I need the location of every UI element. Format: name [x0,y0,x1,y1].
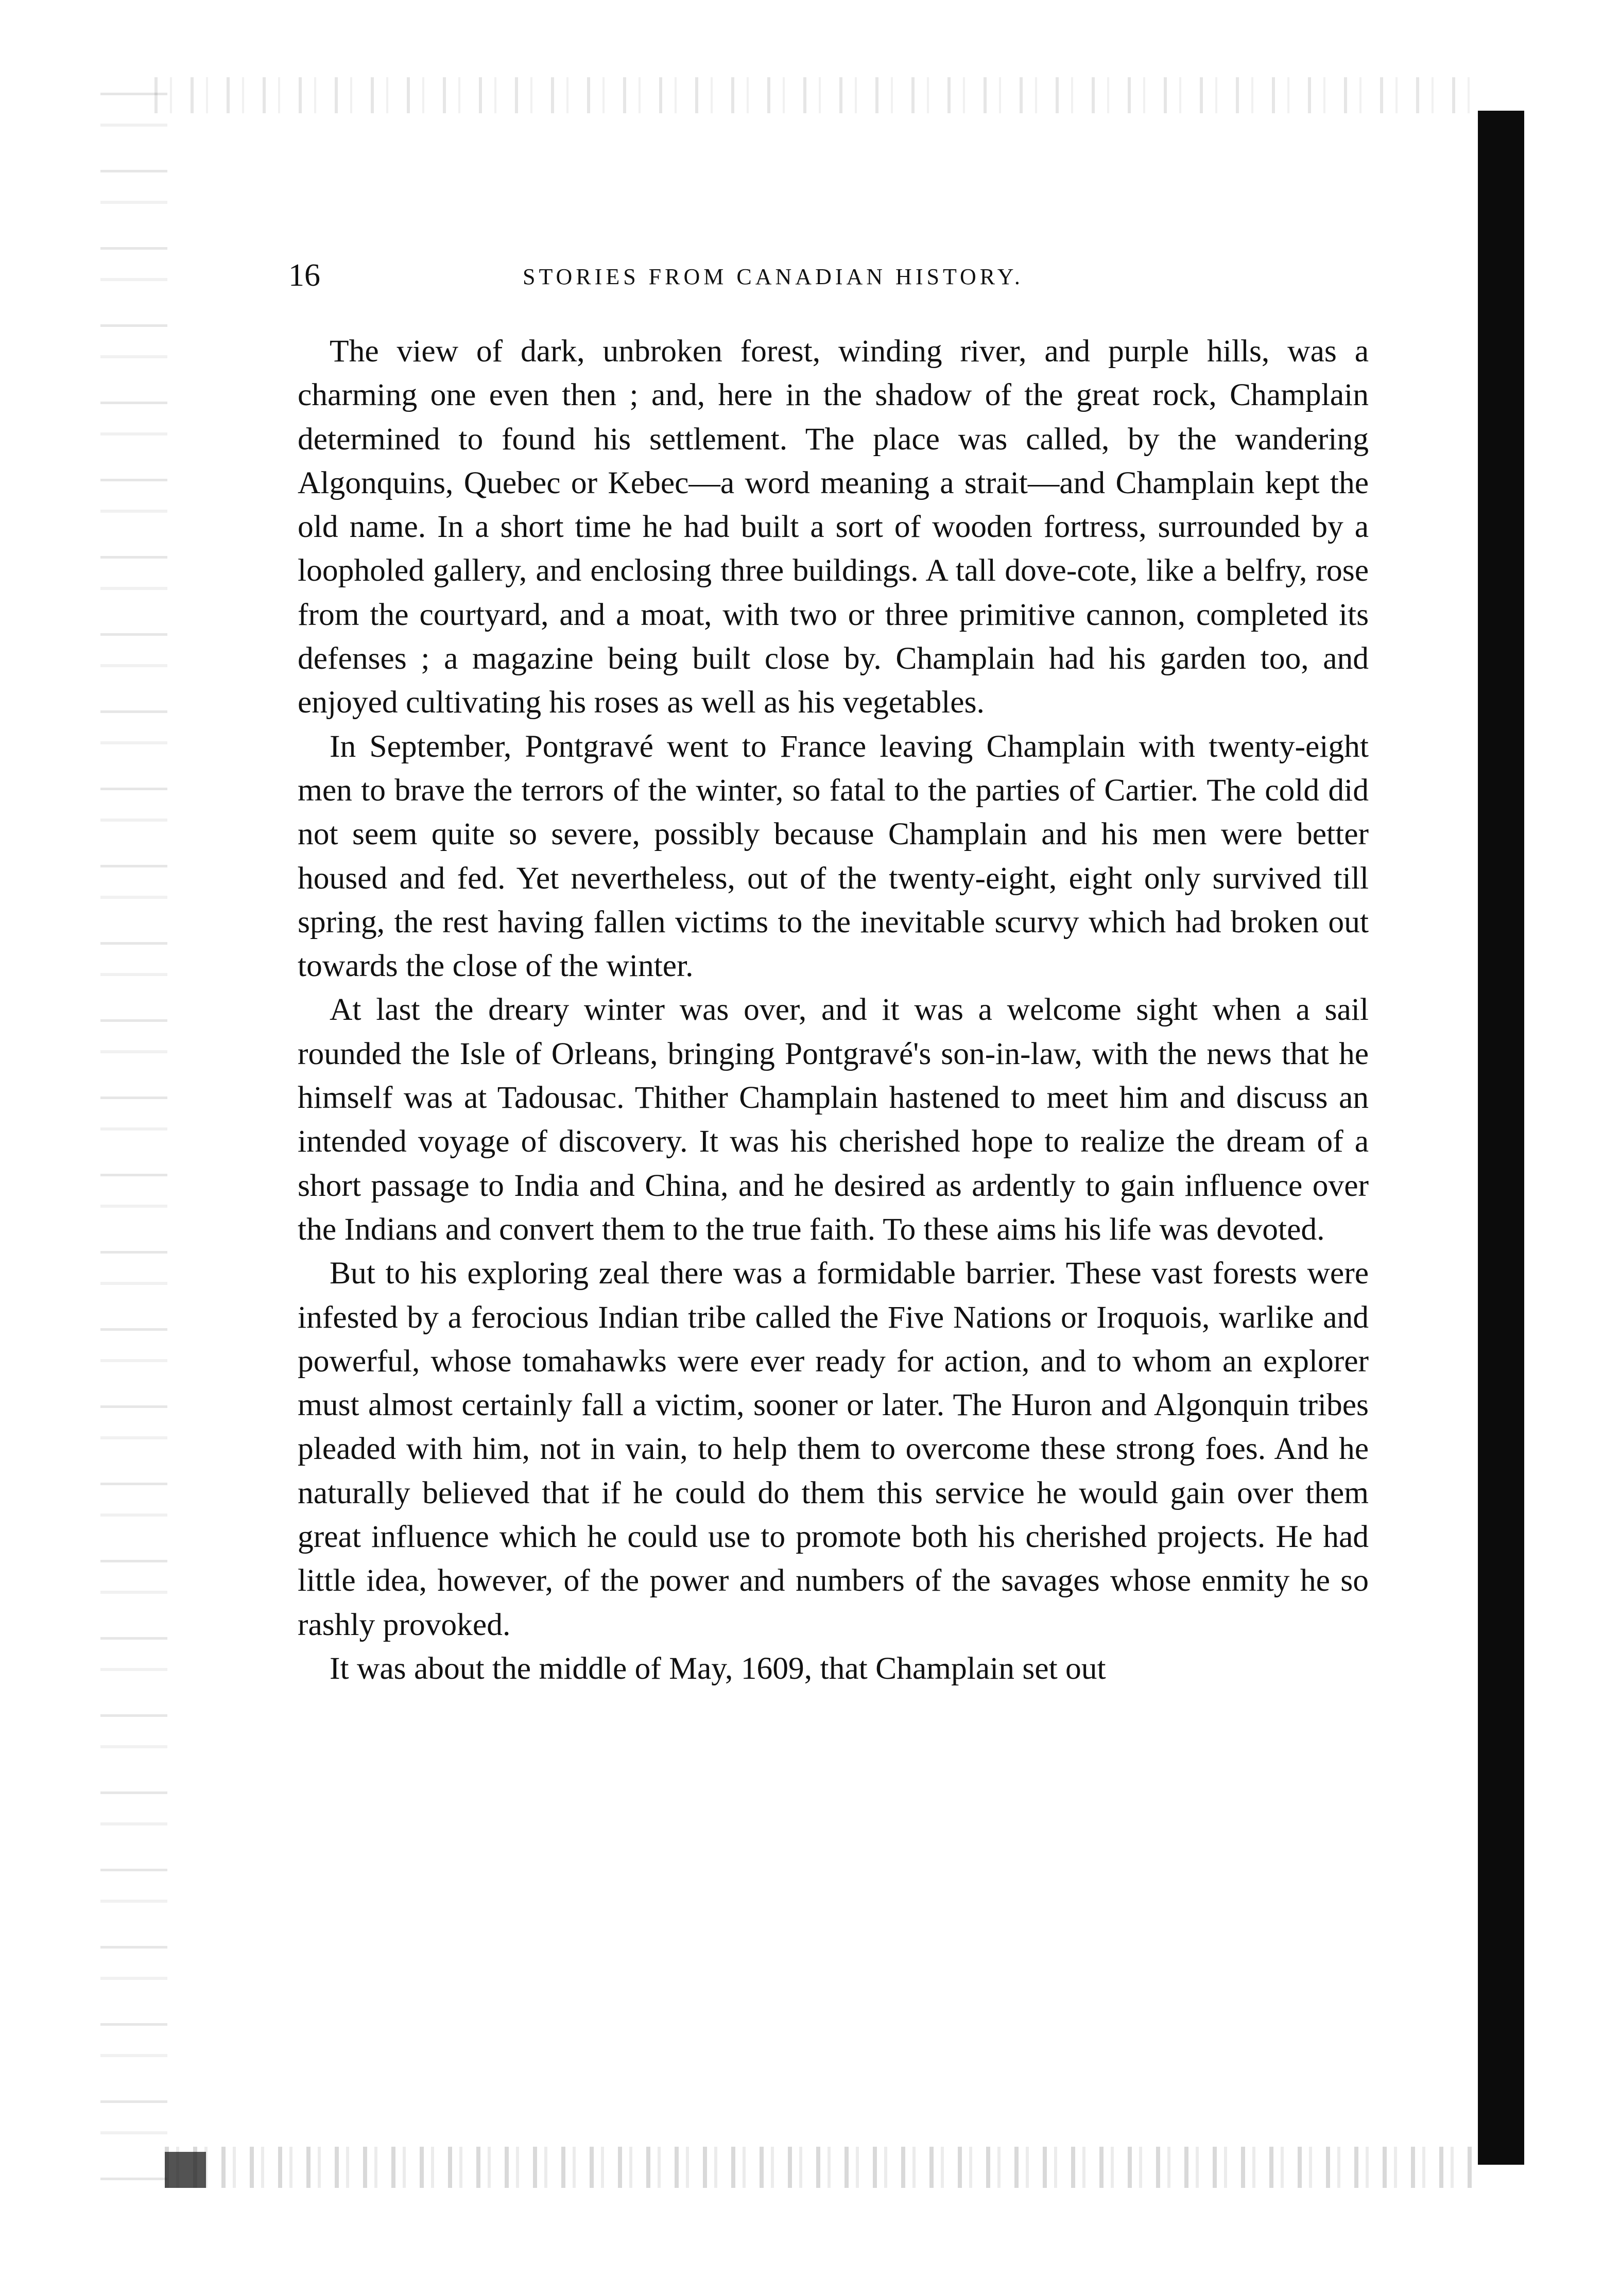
paragraph: At last the dreary winter was over, and it was a welcome sight when a sail rounded the Isle of Orleans, bringing Pontgravé's son-in-law, with the news that he himself was at Tadousac. Thither Champlain hastened to meet him and discuss an intended voyage of discovery. It was his cherished hope to realize the dream of a short passage to India and China, and he desired as ardently to gain influence over the Indians and convert them to the true faith. To these aims his life was devoted. [298,992,1369,1247]
running-head: STORIES FROM CANADIAN HISTORY. [523,264,1024,289]
scan-corner-mark [165,2152,206,2188]
scan-noise-bottom [165,2147,1478,2188]
paragraph: The view of dark, unbroken forest, winding river, and purple hills, was a charming one even then ; and, here in the shadow of the great rock, Champlain determined to found his settlement. The place was called, by the wandering Algonquins, Quebec or Kebec—a word meaning a strait—and Champlain kept the old name. In a short time he had built a sort of wooden fortress, surrounded by a loopholed gallery, and enclosing three buildings. A tall dove-cote, like a belfry, rose from the courtyard, and a moat, with two or three primitive cannon, completed its defenses ; a magazine being built close by. Champlain had his garden too, and enjoyed cultivating his roses as well as his vegetables. [298,334,1369,720]
page-body [298,329,1369,1691]
scan-edge-shadow [1478,111,1524,2165]
paragraph: It was about the middle of May, 1609, that Champlain set out [330,1650,1106,1686]
scan-noise-left [100,93,167,2203]
page-number: 16 [288,258,320,293]
paragraph: In September, Pontgravé went to France leaving Champlain with twenty-eight men to brave the terrors of the winter, so fatal to the parties of Cartier. The cold did not seem quite so severe, possibly because Champlain and his men were better housed and fed. Yet nevertheless, out of the twenty-eight, eight only survived till spring, the rest having fallen victims to the inevitable scurvy which had broken out towards the close of the winter. [298,728,1369,984]
page-header [288,255,1174,301]
paragraph: But to his exploring zeal there was a formidable barrier. These vast forests were infested by a ferocious Indian tribe called the Five Nations or Iroquois, warlike and powerful, whose tomahawks were ever ready for action, and to whom an explorer must almost certainly fall a victim, sooner or later. The Huron and Algonquin tribes pleaded with him, not in vain, to help them to overcome these strong foes. And he naturally believed that if he could do them this service he would gain over them great influence which he could use to promote both his cherished projects. He had little idea, however, of the power and numbers of the savages whose enmity he so rashly provoked. [298,1256,1369,1642]
scan-noise-top [154,77,1473,113]
